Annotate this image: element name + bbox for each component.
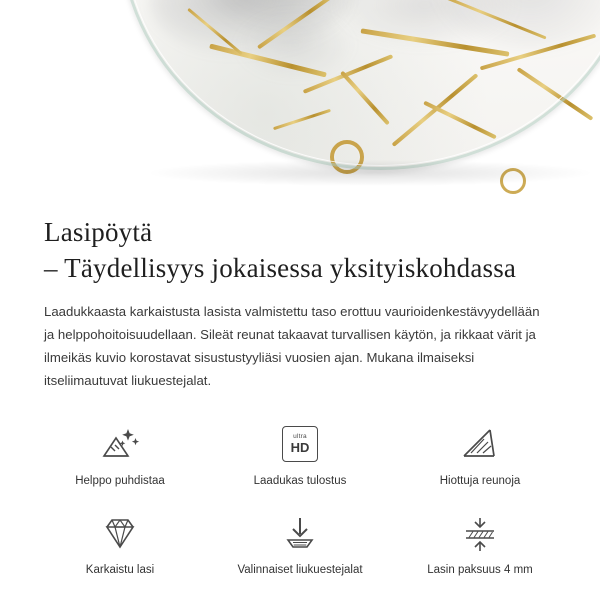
download-pad-icon <box>210 511 390 555</box>
badge-bottom-text: HD <box>290 440 310 456</box>
gold-ring-detail <box>500 168 526 194</box>
feature-item-optional-pads <box>210 511 390 578</box>
feature-label: Hiottuja reunoja <box>439 475 521 487</box>
feature-label: Laadukas tulostus <box>253 475 347 487</box>
feature-item-polished-edges <box>390 422 570 489</box>
feature-label: Lasin paksuus 4 mm <box>427 564 533 576</box>
feature-item-print-quality <box>210 422 390 489</box>
hero-image <box>0 0 600 196</box>
ultra-hd-badge-icon <box>210 422 390 466</box>
feature-grid <box>0 422 600 578</box>
diamond-icon <box>30 511 210 555</box>
feature-item-easy-clean <box>30 422 210 489</box>
feature-item-thickness <box>390 511 570 578</box>
polished-edge-lines-icon <box>390 422 570 466</box>
glass-table-top-image <box>120 0 600 170</box>
page-title-line-2: – Täydellisyys jokaisessa yksityiskohdassa <box>44 253 517 283</box>
thickness-arrows-icon <box>390 511 570 555</box>
page-title <box>44 214 556 286</box>
feature-item-tempered-glass <box>30 511 210 578</box>
badge-top-text: ultra <box>293 432 307 440</box>
feature-label: Valinnaiset liukuestejalat <box>237 564 363 576</box>
feature-label: Karkaistu lasi <box>85 564 155 576</box>
product-description-text: Laadukkaasta karkaistusta lasista valmistettu taso erottuu vaurioidenkestävyydellään ja helppohoitoisuudellaan. Sileät reunat takaavat turvallisen käytön, ja rikkaat värit ja ilmeikäs kuvio korostavat sisustustyyliäsi vuosien ajan. Mukana ilmaiseksi itseliimautuvat liukuestejalat. <box>44 304 540 388</box>
page-title-line-1: Lasipöytä <box>44 217 153 247</box>
sparkle-wipe-icon <box>30 422 210 466</box>
product-description-block <box>0 196 600 392</box>
feature-label: Helppo puhdistaa <box>75 475 165 487</box>
